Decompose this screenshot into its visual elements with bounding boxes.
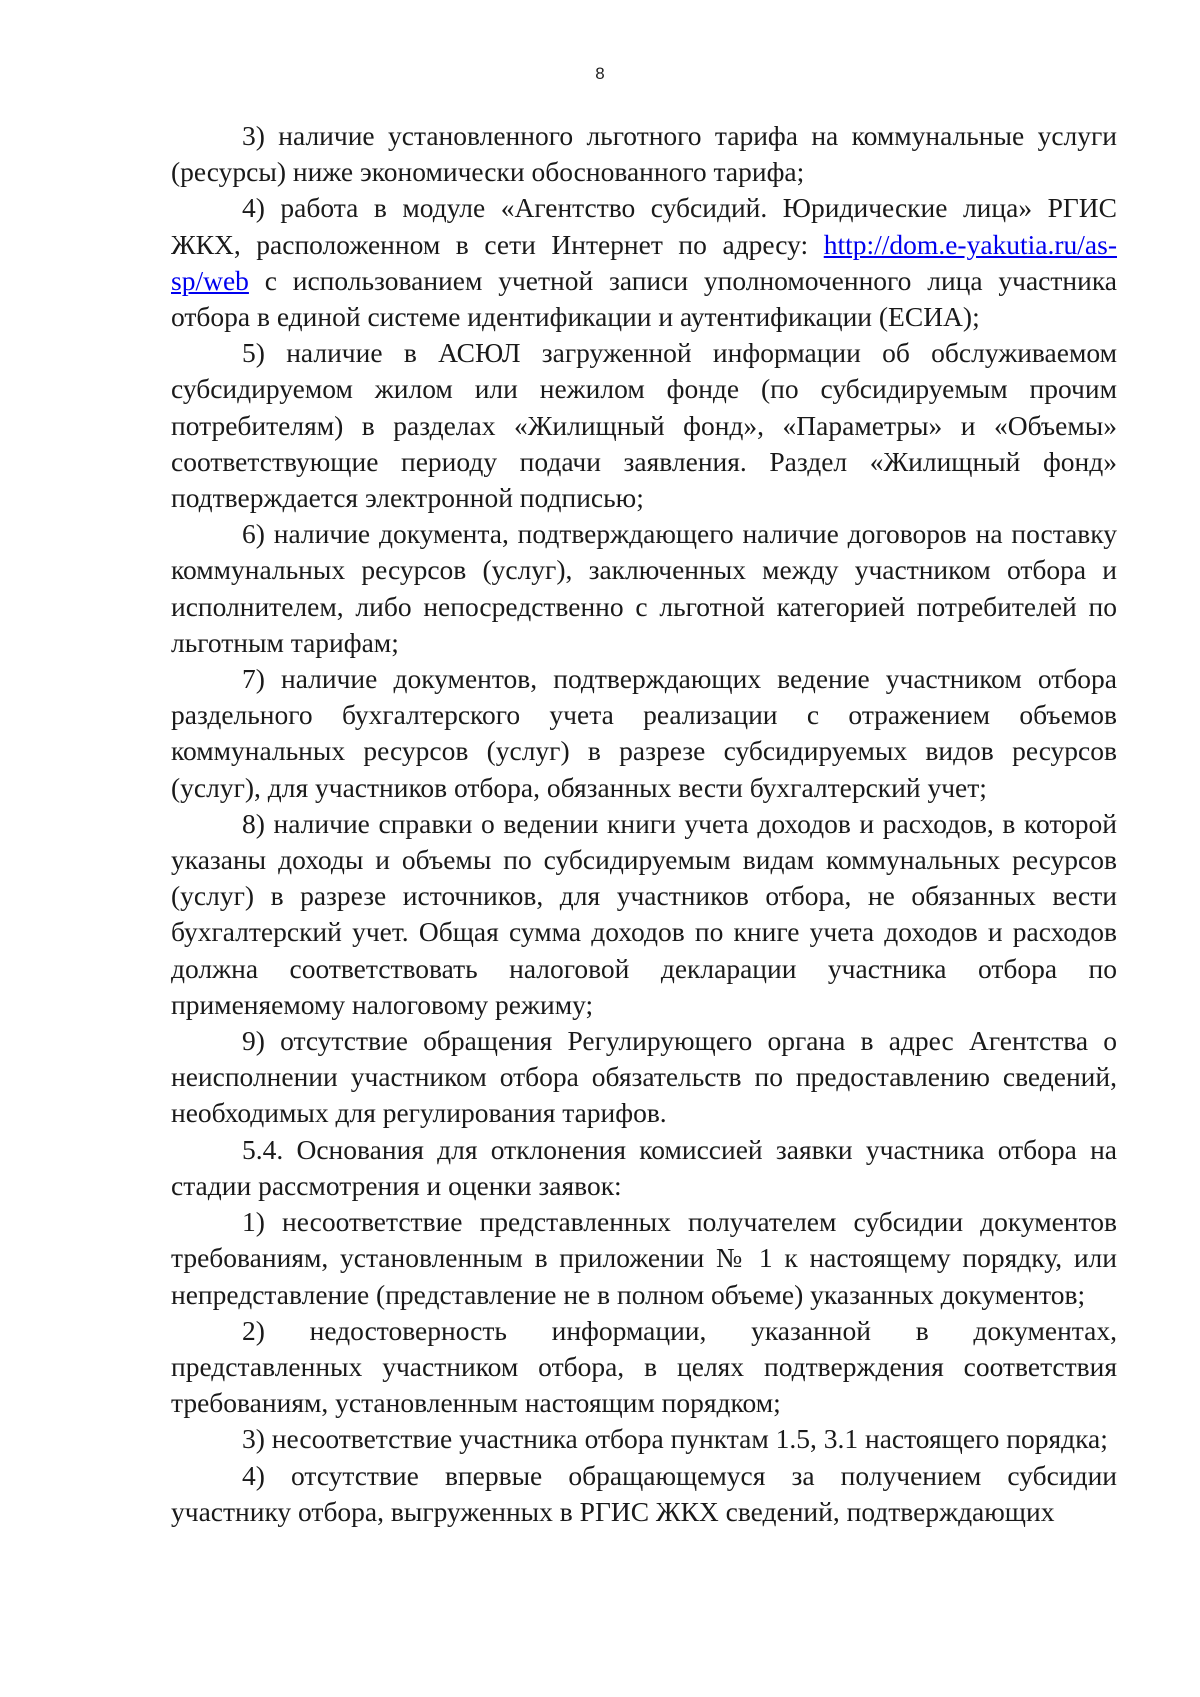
paragraph-item-8: 8) наличие справки о ведении книги учета доходов и расходов, в которой указаны доходы и объемы по субсидируемым видам коммунальных ресурсов (услуг) в разрезе источников, для участников отбора, не обязанных вести бухгалтерский учет. Общая сумма доходов по книге учета доходов и расходов должна соответствовать налоговой декларации участника отбора по применяемому налоговому режиму; bbox=[171, 807, 1117, 1020]
paragraph-item-7: 7) наличие документов, подтверждающих ведение участником отбора раздельного бухгалтерского учета реализации с отражением объемов коммунальных ресурсов (услуг) в разрезе субсидируемых видов ресурсов (услуг), для участников отбора, обязанных вести бухгалтерский учет; bbox=[171, 663, 1117, 803]
rejection-item-3: 3) несоответствие участника отбора пунктам 1.5, 3.1 настоящего порядка; bbox=[242, 1423, 1108, 1455]
section-5-4-heading: 5.4. Основания для отклонения комиссией заявки участника отбора на стадии рассмотрения и оценки заявок: bbox=[171, 1133, 1117, 1201]
paragraph-item-9: 9) отсутствие обращения Регулирующего органа в адрес Агентства о неисполнении участником отбора обязательств по предоставлению сведений, необходимых для регулирования тарифов. bbox=[171, 1025, 1117, 1129]
paragraph-item-6: 6) наличие документа, подтверждающего наличие договоров на поставку коммунальных ресурсов (услуг), заключенных между участником отбора и исполнителем, либо непосредственно с льготной категорией потребителей по льготным тарифам; bbox=[171, 518, 1117, 658]
rejection-item-4: 4) отсутствие впервые обращающемуся за получением субсидии участнику отбора, выгруженных в РГИС ЖКХ сведений, подтверждающих bbox=[171, 1459, 1117, 1527]
paragraph-item-4 bbox=[171, 190, 1117, 335]
paragraph-text: с использованием учетной записи уполномоченного лица участника отбора в единой системе идентификации и аутентификации (ЕСИА); bbox=[171, 264, 1117, 333]
rgis-link[interactable]: http://dom.e-yakutia.ru/as-sp/web bbox=[171, 228, 1117, 296]
paragraph-text: 4) работа в модуле «Агентство субсидий. Юридические лица» РГИС ЖКХ, расположенном в сети Интернет по адресу: bbox=[171, 192, 1117, 260]
paragraph-item-3: 3) наличие установленного льготного тарифа на коммунальные услуги (ресурсы) ниже экономически обоснованного тарифа; bbox=[171, 120, 1117, 188]
rejection-item-2: 2) недостоверность информации, указанной в документах, представленных участником отбора, в целях подтверждения соответствия требованиям, установленным настоящим порядком; bbox=[171, 1314, 1117, 1419]
document-body bbox=[171, 118, 1117, 1530]
rejection-item-1: 1) несоответствие представленных получателем субсидии документов требованиям, установленным в приложении № 1 к настоящему порядку, или непредставление (представление не в полном объеме) указанных документов; bbox=[171, 1206, 1117, 1310]
page-number: 8 bbox=[595, 64, 605, 83]
paragraph-item-5: 5) наличие в АСЮЛ загруженной информации об обслуживаемом субсидируемом жилом или нежилом фонде (по субсидируемым прочим потребителям) в разделах «Жилищный фонд», «Параметры» и «Объемы» соответствующие периоду подачи заявления. Раздел «Жилищный фонд» подтверждается электронной подписью; bbox=[171, 337, 1117, 514]
